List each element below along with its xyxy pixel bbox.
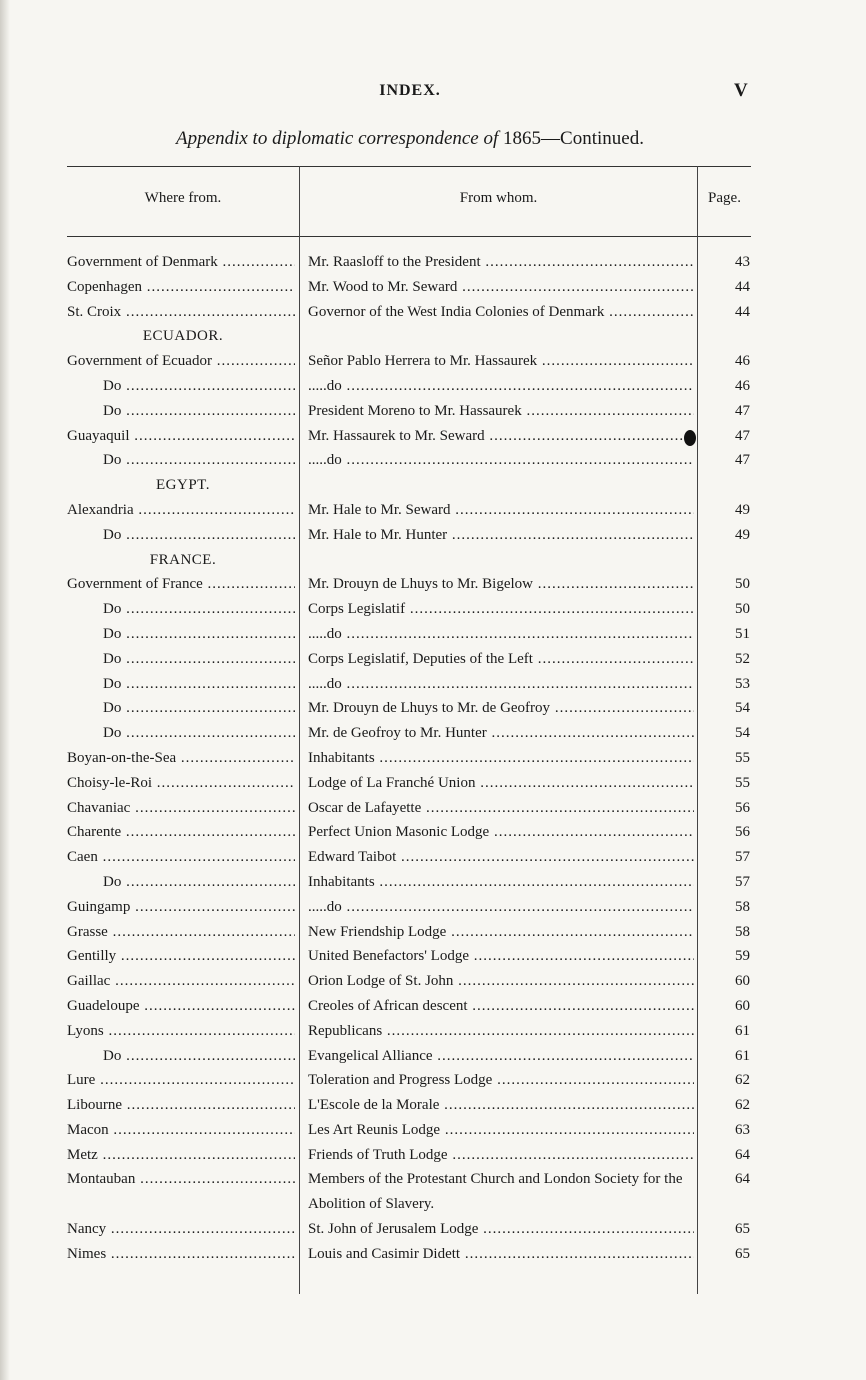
table-row bbox=[67, 349, 751, 374]
page-number-cell: 64 bbox=[735, 1146, 750, 1163]
leader-dots: ..... bbox=[308, 675, 327, 692]
from-whom-cell bbox=[308, 1143, 694, 1168]
table-row bbox=[67, 746, 751, 771]
where-from-cell: Lyons ..... bbox=[67, 1019, 295, 1044]
where-from-cell: Metz ..... bbox=[67, 1143, 295, 1168]
where-from-cell: Do ..... bbox=[67, 721, 295, 746]
page-number-cell: 55 bbox=[735, 774, 750, 791]
from-whom-cell bbox=[308, 1217, 694, 1242]
from-whom-cell bbox=[308, 870, 694, 895]
table-row bbox=[67, 1044, 751, 1069]
table-row bbox=[67, 1242, 751, 1267]
from-whom-cell bbox=[308, 250, 694, 275]
table-row bbox=[67, 870, 751, 895]
table-row bbox=[67, 1217, 751, 1242]
page-number-cell: 62 bbox=[735, 1072, 750, 1089]
table-row bbox=[67, 250, 751, 275]
page-number-cell: 51 bbox=[735, 625, 750, 642]
table-row bbox=[67, 845, 751, 870]
table-row bbox=[67, 944, 751, 969]
from-whom-cell bbox=[308, 374, 694, 399]
where-from-cell: Charente ..... bbox=[67, 820, 295, 845]
from-whom-cell bbox=[308, 746, 694, 771]
from-whom-text: Louis and Casimir Didett bbox=[308, 1245, 461, 1262]
table-row bbox=[67, 300, 751, 325]
from-whom-text: Mr. Drouyn de Lhuys to Mr. de Geofroy bbox=[308, 700, 551, 717]
section-heading-row bbox=[67, 548, 751, 573]
where-from-cell: Nimes ..... bbox=[67, 1242, 295, 1267]
section-heading-row bbox=[67, 324, 751, 349]
from-whom-cell bbox=[308, 300, 694, 325]
from-whom-cell bbox=[308, 672, 694, 697]
table-row bbox=[67, 696, 751, 721]
from-whom-text: Corps Legislatif bbox=[308, 601, 406, 618]
from-whom-cell bbox=[308, 920, 694, 945]
from-whom-text: New Friendship Lodge bbox=[308, 923, 447, 940]
table-body bbox=[67, 250, 751, 1267]
page-number-cell: 44 bbox=[735, 278, 750, 295]
where-from-cell: Do ..... bbox=[67, 399, 295, 424]
table-row bbox=[67, 622, 751, 647]
where-from-cell: Do ..... bbox=[67, 622, 295, 647]
where-from-cell: Do ..... bbox=[67, 672, 295, 697]
from-whom-text: Perfect Union Masonic Lodge bbox=[308, 824, 490, 841]
from-whom-text: St. John of Jerusalem Lodge bbox=[308, 1221, 479, 1238]
page-number-cell: 44 bbox=[735, 303, 750, 320]
subtitle-year: 1865—Continued. bbox=[498, 128, 644, 149]
from-whom-text: Republicans bbox=[308, 1022, 383, 1039]
from-whom-text: Evangelical Alliance bbox=[308, 1047, 433, 1064]
table-row bbox=[67, 672, 751, 697]
from-whom-cell bbox=[308, 1093, 694, 1118]
page-numeral: V bbox=[734, 80, 748, 101]
page-number-cell: 56 bbox=[735, 824, 750, 841]
where-from-cell: Lure ..... bbox=[67, 1068, 295, 1093]
from-whom-cell bbox=[308, 349, 694, 374]
from-whom-text: Mr. de Geofroy to Mr. Hunter bbox=[308, 725, 487, 742]
column-header-page: Page. bbox=[708, 190, 741, 206]
where-from-cell: Government of Denmark ..... bbox=[67, 250, 295, 275]
from-whom-cell bbox=[308, 399, 694, 424]
where-from-cell: Do ..... bbox=[67, 597, 295, 622]
from-whom-text: Señor Pablo Herrera to Mr. Hassaurek bbox=[308, 353, 538, 370]
where-from-cell: Do ..... bbox=[67, 374, 295, 399]
page-edge bbox=[0, 0, 10, 1380]
from-whom-text: do bbox=[326, 452, 342, 469]
from-whom-cell bbox=[308, 845, 694, 870]
from-whom-cell bbox=[308, 721, 694, 746]
where-from-cell: Guadeloupe ..... bbox=[67, 994, 295, 1019]
from-whom-text: do bbox=[326, 377, 342, 394]
where-from-cell: Gentilly ..... bbox=[67, 944, 295, 969]
from-whom-cell bbox=[308, 523, 694, 548]
page-number-cell: 50 bbox=[735, 601, 750, 618]
subtitle bbox=[0, 128, 820, 150]
page-number-cell: 54 bbox=[735, 725, 750, 742]
from-whom-text: United Benefactors' Lodge bbox=[308, 948, 469, 965]
table-row bbox=[67, 1118, 751, 1143]
where-from-cell: Montauban ..... bbox=[67, 1167, 295, 1192]
table-row bbox=[67, 1093, 751, 1118]
table-row bbox=[67, 275, 751, 300]
section-heading: FRANCE. bbox=[149, 551, 217, 568]
page-number-cell: 63 bbox=[735, 1121, 750, 1138]
page-number-cell: 50 bbox=[735, 576, 750, 593]
page-number-cell: 49 bbox=[735, 526, 750, 543]
section-heading: ECUADOR. bbox=[142, 328, 224, 345]
from-whom-cell bbox=[308, 572, 694, 597]
page-number-cell: 60 bbox=[735, 973, 750, 990]
table-row bbox=[67, 771, 751, 796]
from-whom-cell bbox=[308, 424, 694, 449]
from-whom-text: Governor of the West India Colonies of Denmark bbox=[308, 303, 605, 320]
from-whom-text: do bbox=[326, 625, 342, 642]
from-whom-cell bbox=[308, 969, 694, 994]
where-from-cell: Grasse ..... bbox=[67, 920, 295, 945]
page-number-cell: 55 bbox=[735, 749, 750, 766]
where-from-cell: Do ..... bbox=[67, 523, 295, 548]
where-from-cell: Do ..... bbox=[67, 647, 295, 672]
page-number-cell: 47 bbox=[735, 402, 750, 419]
where-from-cell: Do ..... bbox=[67, 696, 295, 721]
page-number-cell: 61 bbox=[735, 1022, 750, 1039]
from-whom-text: Creoles of African descent bbox=[308, 997, 468, 1014]
where-from-cell: Do ..... bbox=[67, 870, 295, 895]
from-whom-text: Toleration and Progress Lodge bbox=[308, 1072, 493, 1089]
page-number-cell: 52 bbox=[735, 650, 750, 667]
table-row bbox=[67, 920, 751, 945]
table-row bbox=[67, 448, 751, 473]
table-row bbox=[67, 647, 751, 672]
from-whom-text: Edward Taibot bbox=[308, 849, 397, 866]
leader-dots: ..... bbox=[308, 377, 327, 394]
from-whom-text: Lodge of La Franché Union bbox=[308, 774, 476, 791]
table-row bbox=[67, 1068, 751, 1093]
page-number-cell: 49 bbox=[735, 501, 750, 518]
from-whom-text: Members of the Protestant Church and London Society for the Abolition of Slavery. bbox=[308, 1171, 683, 1213]
page-number-cell: 57 bbox=[735, 873, 750, 890]
from-whom-text: Mr. Hale to Mr. Seward bbox=[308, 501, 451, 518]
page-number-cell: 53 bbox=[735, 675, 750, 692]
from-whom-cell bbox=[308, 1068, 694, 1093]
leader-dots: ..... bbox=[308, 898, 327, 915]
from-whom-cell bbox=[308, 1044, 694, 1069]
table-row bbox=[67, 1143, 751, 1168]
table-row bbox=[67, 597, 751, 622]
table-row bbox=[67, 523, 751, 548]
where-from-cell: Libourne ..... bbox=[67, 1093, 295, 1118]
where-from-cell: Chavaniac ..... bbox=[67, 796, 295, 821]
from-whom-text: Corps Legislatif, Deputies of the Left bbox=[308, 650, 533, 667]
from-whom-cell bbox=[308, 1019, 694, 1044]
page-number-cell: 46 bbox=[735, 353, 750, 370]
page-number-cell: 54 bbox=[735, 700, 750, 717]
from-whom-cell bbox=[308, 448, 694, 473]
section-heading-row bbox=[67, 473, 751, 498]
from-whom-text: Les Art Reunis Lodge bbox=[308, 1121, 441, 1138]
from-whom-cell bbox=[308, 647, 694, 672]
where-from-cell: Do ..... bbox=[67, 1044, 295, 1069]
where-from-cell: Macon ..... bbox=[67, 1118, 295, 1143]
from-whom-cell bbox=[308, 275, 694, 300]
table-row bbox=[67, 424, 751, 449]
table-row bbox=[67, 399, 751, 424]
where-from-cell: Gaillac ..... bbox=[67, 969, 295, 994]
table-row bbox=[67, 374, 751, 399]
page-number-cell: 65 bbox=[735, 1245, 750, 1262]
where-from-cell: Guingamp ..... bbox=[67, 895, 295, 920]
from-whom-cell bbox=[308, 622, 694, 647]
from-whom-cell bbox=[308, 1242, 694, 1267]
from-whom-cell bbox=[308, 771, 694, 796]
section-heading: EGYPT. bbox=[156, 477, 210, 494]
from-whom-text: Mr. Drouyn de Lhuys to Mr. Bigelow bbox=[308, 576, 533, 593]
where-from-cell: St. Croix ..... bbox=[67, 300, 295, 325]
where-from-cell: Guayaquil ..... bbox=[67, 424, 295, 449]
table-row bbox=[67, 1167, 751, 1217]
page-number-cell: 57 bbox=[735, 849, 750, 866]
column-header-where: Where from. bbox=[144, 190, 222, 206]
table-top-rule bbox=[67, 166, 751, 167]
from-whom-cell bbox=[308, 696, 694, 721]
from-whom-text: Mr. Raasloff to the President bbox=[308, 254, 481, 270]
leader-dots: ..... bbox=[308, 452, 327, 469]
table-row bbox=[67, 1019, 751, 1044]
from-whom-text: President Moreno to Mr. Hassaurek bbox=[308, 402, 522, 419]
page-number-cell: 64 bbox=[735, 1171, 750, 1188]
ink-blot bbox=[684, 430, 696, 446]
table-row bbox=[67, 820, 751, 845]
from-whom-text: do bbox=[326, 898, 342, 915]
page-number-cell: 56 bbox=[735, 799, 750, 816]
from-whom-cell bbox=[308, 994, 694, 1019]
from-whom-cell bbox=[308, 944, 694, 969]
from-whom-text: Mr. Wood to Mr. Seward bbox=[308, 278, 458, 295]
where-from-cell: Government of Ecuador ..... bbox=[67, 349, 295, 374]
table-row bbox=[67, 498, 751, 523]
where-from-cell: Nancy ..... bbox=[67, 1217, 295, 1242]
from-whom-text: Inhabitants bbox=[308, 749, 375, 766]
page-number-cell: 43 bbox=[735, 254, 750, 270]
from-whom-text: L'Escole de la Morale bbox=[308, 1097, 440, 1114]
page-number-cell: 58 bbox=[735, 898, 750, 915]
page-number-cell: 47 bbox=[735, 427, 750, 444]
from-whom-cell bbox=[308, 597, 694, 622]
page-number-cell: 46 bbox=[735, 377, 750, 394]
from-whom-text: Inhabitants bbox=[308, 873, 375, 890]
table-row bbox=[67, 895, 751, 920]
from-whom-cell bbox=[308, 1167, 694, 1217]
where-from-cell: Boyan-on-the-Sea ..... bbox=[67, 746, 295, 771]
column-header-whom: From whom. bbox=[459, 190, 538, 206]
page-number-cell: 47 bbox=[735, 452, 750, 469]
page-number-cell: 61 bbox=[735, 1047, 750, 1064]
from-whom-cell bbox=[308, 498, 694, 523]
from-whom-text: Orion Lodge of St. John bbox=[308, 973, 454, 990]
leader-dots: ..... bbox=[308, 625, 327, 642]
from-whom-cell bbox=[308, 895, 694, 920]
from-whom-text: do bbox=[326, 675, 342, 692]
table-row bbox=[67, 572, 751, 597]
table-row bbox=[67, 721, 751, 746]
where-from-cell: Do ..... bbox=[67, 448, 295, 473]
from-whom-text: Mr. Hassaurek to Mr. Seward bbox=[308, 427, 485, 444]
subtitle-italic: Appendix to diplomatic correspondence of bbox=[176, 128, 499, 149]
where-from-cell: Alexandria ..... bbox=[67, 498, 295, 523]
where-from-cell: Caen ..... bbox=[67, 845, 295, 870]
page-title: INDEX. bbox=[379, 82, 441, 99]
table-row bbox=[67, 994, 751, 1019]
from-whom-text: Oscar de Lafayette bbox=[308, 799, 422, 816]
from-whom-text: Friends of Truth Lodge bbox=[308, 1146, 448, 1163]
from-whom-cell bbox=[308, 796, 694, 821]
table-row bbox=[67, 796, 751, 821]
table-header-rule bbox=[67, 236, 751, 237]
table-row bbox=[67, 969, 751, 994]
where-from-cell: Choisy-le-Roi ..... bbox=[67, 771, 295, 796]
from-whom-text: Mr. Hale to Mr. Hunter bbox=[308, 526, 448, 543]
page-number-cell: 65 bbox=[735, 1221, 750, 1238]
page-number-cell: 60 bbox=[735, 997, 750, 1014]
page-number-cell: 59 bbox=[735, 948, 750, 965]
where-from-cell: Government of France ..... bbox=[67, 572, 295, 597]
from-whom-cell bbox=[308, 820, 694, 845]
page-number-cell: 62 bbox=[735, 1097, 750, 1114]
page-number-cell: 58 bbox=[735, 923, 750, 940]
where-from-cell: Copenhagen ..... bbox=[67, 275, 295, 300]
from-whom-cell bbox=[308, 1118, 694, 1143]
